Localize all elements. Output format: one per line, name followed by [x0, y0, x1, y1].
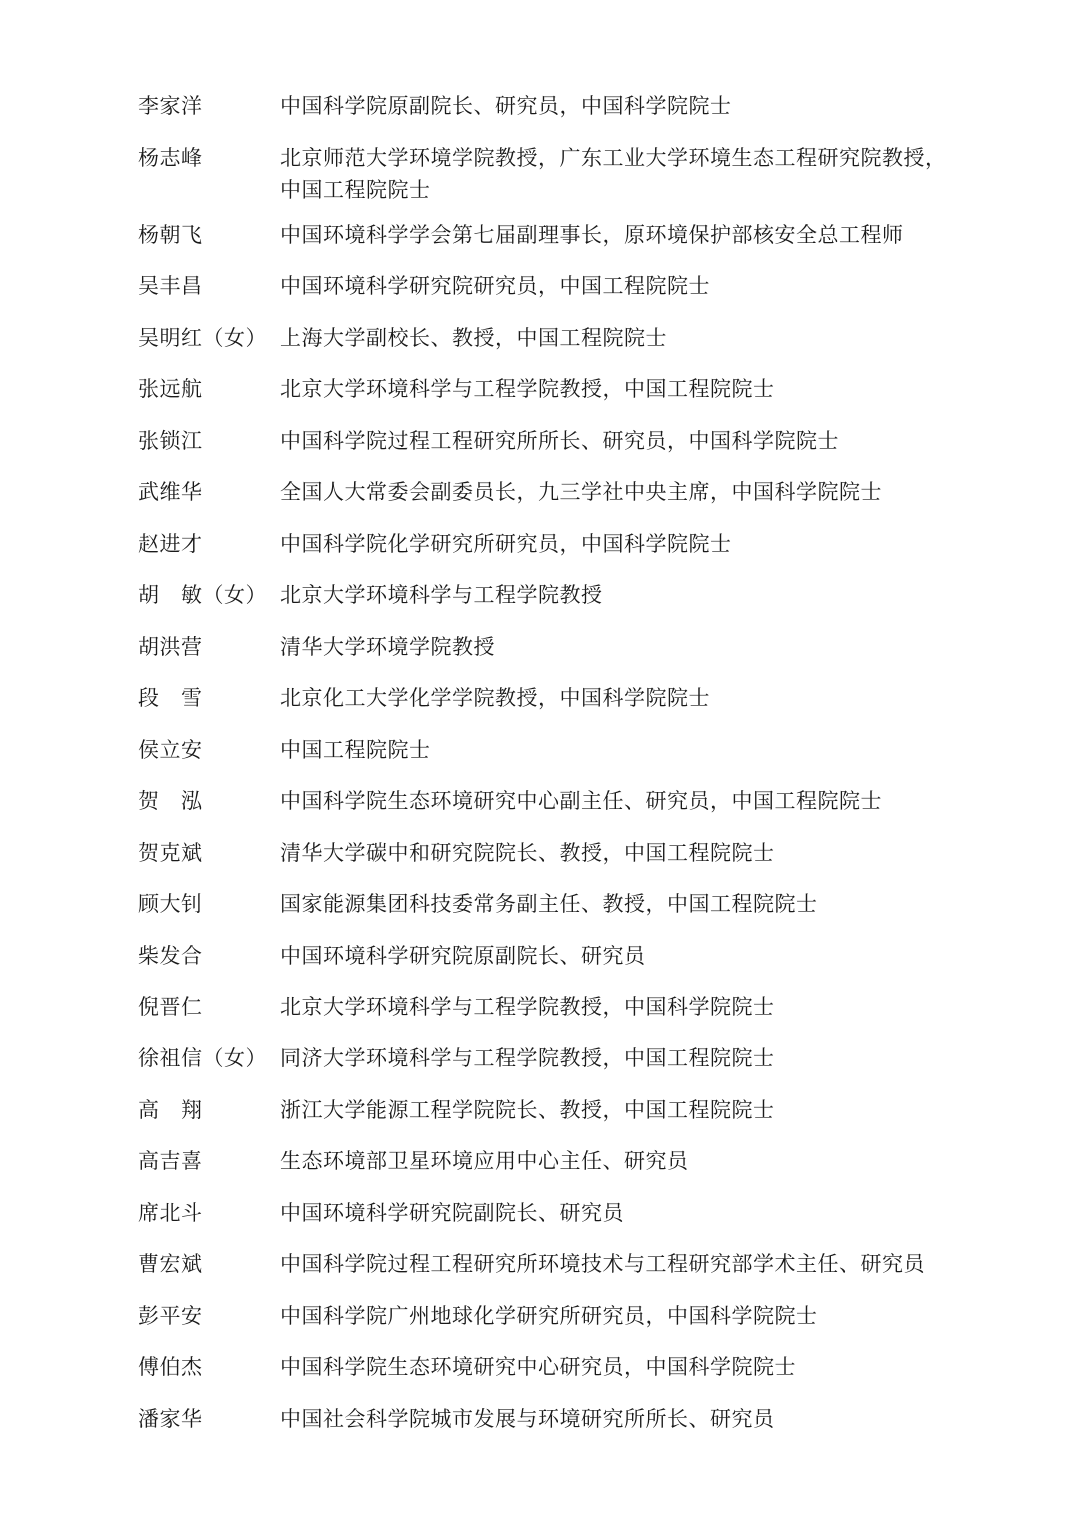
member-name: 杨志峰	[138, 146, 203, 170]
member-description	[280, 373, 960, 405]
member-description-line: 国家能源集团科技委常务副主任、教授，中国工程院院士	[280, 892, 818, 916]
member-name: 贺 泓	[138, 789, 203, 813]
member-description-line: 北京大学环境科学与工程学院教授，中国科学院院士	[280, 995, 775, 1019]
member-description-line: 中国科学院生态环境研究中心研究员，中国科学院院士	[280, 1355, 796, 1379]
member-name: 傅伯杰	[138, 1355, 203, 1379]
member-description	[280, 322, 960, 354]
member-name: 杨朝飞	[138, 223, 203, 247]
member-name: 徐祖信（女）	[138, 1046, 267, 1070]
member-name: 柴发合	[138, 944, 203, 968]
member-description-line: 北京化工大学化学学院教授，中国科学院院士	[280, 686, 710, 710]
member-description-line: 中国工程院院士	[280, 178, 431, 202]
member-name: 贺克斌	[138, 841, 203, 865]
member-description-line: 浙江大学能源工程学院院长、教授，中国工程院院士	[280, 1098, 775, 1122]
member-name: 吴明红（女）	[138, 326, 267, 350]
member-description-line: 中国科学院生态环境研究中心副主任、研究员，中国工程院院士	[280, 789, 882, 813]
member-description	[280, 1197, 960, 1229]
member-name: 席北斗	[138, 1201, 203, 1225]
member-description-line: 清华大学碳中和研究院院长、教授，中国工程院院士	[280, 841, 775, 865]
member-description	[280, 90, 960, 122]
member-description-line: 中国科学院过程工程研究所环境技术与工程研究部学术主任、研究员	[280, 1252, 925, 1276]
member-name: 胡 敏（女）	[138, 583, 267, 607]
member-description-line: 北京师范大学环境学院教授，广东工业大学环境生态工程研究院教授，	[280, 146, 947, 170]
member-name: 顾大钊	[138, 892, 203, 916]
member-name: 侯立安	[138, 738, 203, 762]
member-description-line: 北京大学环境科学与工程学院教授	[280, 583, 603, 607]
member-description	[280, 785, 960, 817]
member-name: 胡洪营	[138, 635, 203, 659]
member-description-line: 中国科学院原副院长、研究员，中国科学院院士	[280, 94, 732, 118]
member-description	[280, 476, 960, 508]
member-description	[280, 1300, 960, 1332]
member-description-line: 生态环境部卫星环境应用中心主任、研究员	[280, 1149, 689, 1173]
member-description-line: 中国环境科学研究院原副院长、研究员	[280, 944, 646, 968]
member-description	[280, 1351, 960, 1383]
member-description-line: 中国科学院广州地球化学研究所研究员，中国科学院院士	[280, 1304, 818, 1328]
member-name: 彭平安	[138, 1304, 203, 1328]
member-name: 高吉喜	[138, 1149, 203, 1173]
member-description	[280, 528, 960, 560]
member-description-line: 中国环境科学研究院研究员，中国工程院院士	[280, 274, 710, 298]
member-description-line: 中国科学院化学研究所研究员，中国科学院院士	[280, 532, 732, 556]
member-description	[280, 991, 960, 1023]
member-name: 曹宏斌	[138, 1252, 203, 1276]
member-name: 吴丰昌	[138, 274, 203, 298]
member-description	[280, 142, 960, 206]
member-description	[280, 734, 960, 766]
member-description-line: 中国环境科学研究院副院长、研究员	[280, 1201, 624, 1225]
member-description	[280, 940, 960, 972]
member-name: 高 翔	[138, 1098, 203, 1122]
member-description-line: 清华大学环境学院教授	[280, 635, 495, 659]
member-name: 倪晋仁	[138, 995, 203, 1019]
member-description-line: 中国科学院过程工程研究所所长、研究员，中国科学院院士	[280, 429, 839, 453]
member-description-line: 北京大学环境科学与工程学院教授，中国工程院院士	[280, 377, 775, 401]
member-description	[280, 579, 960, 611]
member-description	[280, 425, 960, 457]
member-description-line: 同济大学环境科学与工程学院教授，中国工程院院士	[280, 1046, 775, 1070]
member-name: 赵进才	[138, 532, 203, 556]
member-description	[280, 631, 960, 663]
member-description-line: 中国环境科学学会第七届副理事长，原环境保护部核安全总工程师	[280, 223, 904, 247]
member-description	[280, 270, 960, 302]
member-description	[280, 1145, 960, 1177]
member-description	[280, 682, 960, 714]
member-description	[280, 1403, 960, 1435]
member-name: 段 雪	[138, 686, 203, 710]
member-description-line: 全国人大常委会副委员长，九三学社中央主席，中国科学院院士	[280, 480, 882, 504]
member-name: 李家洋	[138, 94, 203, 118]
member-name: 武维华	[138, 480, 203, 504]
member-description	[280, 888, 960, 920]
member-description-line: 上海大学副校长、教授，中国工程院院士	[280, 326, 667, 350]
member-name: 潘家华	[138, 1407, 203, 1431]
member-description	[280, 1094, 960, 1126]
member-name: 张远航	[138, 377, 203, 401]
member-description-line: 中国工程院院士	[280, 738, 431, 762]
member-description-line: 中国社会科学院城市发展与环境研究所所长、研究员	[280, 1407, 775, 1431]
member-description	[280, 1042, 960, 1074]
member-description	[280, 837, 960, 869]
member-description	[280, 1248, 960, 1280]
member-description	[280, 219, 960, 251]
member-name: 张锁江	[138, 429, 203, 453]
